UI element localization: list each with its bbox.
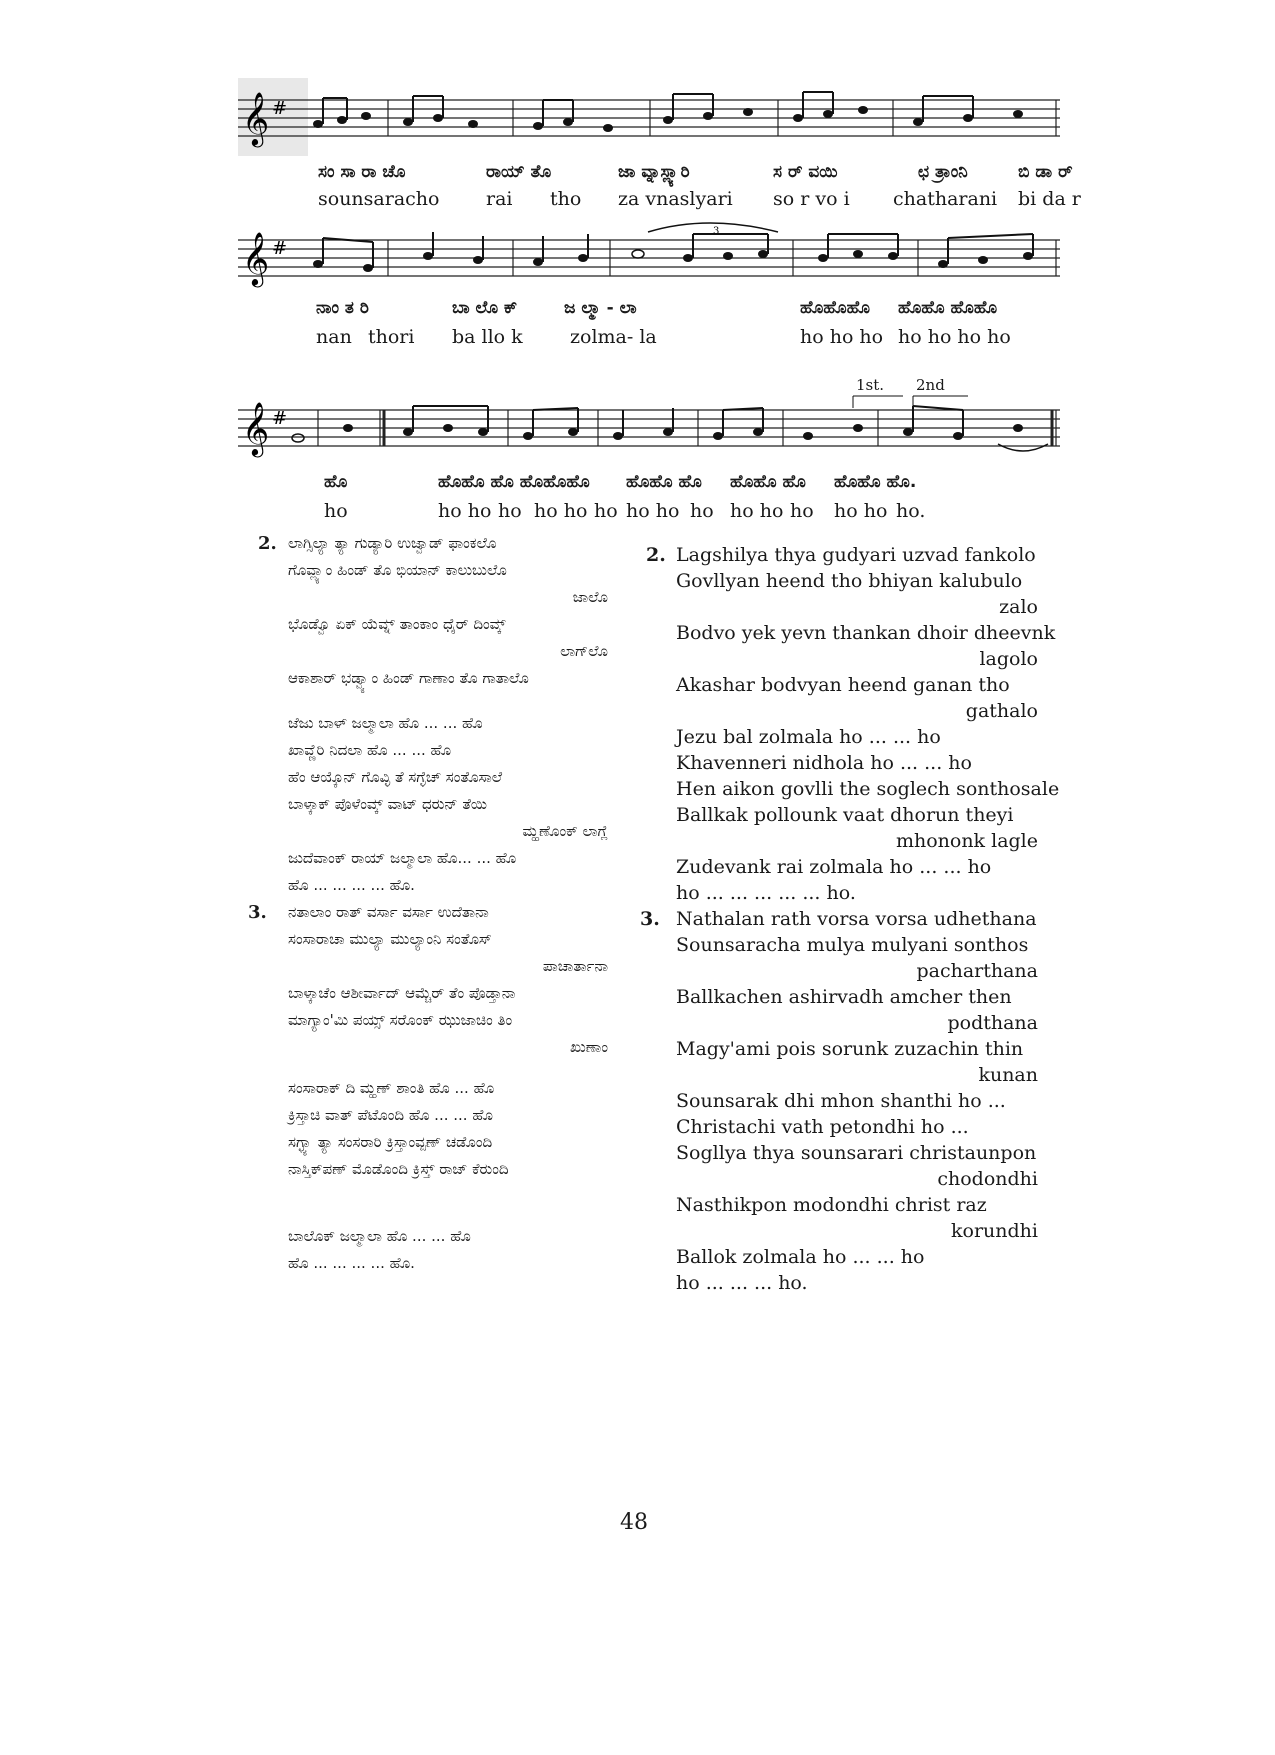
chorus-line: ನಾಸ್ತಿಕ್‌ಪಣ್ ಮೊಡೊಂದಿ ಕ್ರಿಸ್ತ್ ರಾಜ್ ಕೆರುಂದಿ	[288, 1160, 509, 1178]
lyric: chatharani	[893, 188, 998, 210]
final-chorus-line: ಹೊ ... ... ... ... ಹೊ.	[288, 1254, 415, 1272]
roman-verses-column	[640, 542, 1060, 1296]
lyric: ho	[790, 500, 814, 522]
staff-row-1	[238, 78, 1060, 156]
staff-notation-3	[238, 388, 1060, 466]
chorus-line: Ballkak pollounk vaat dhorun theyi	[676, 804, 1014, 826]
final-chorus-line: ho ... ... ... ho.	[676, 1272, 808, 1294]
lyric: ho	[594, 500, 618, 522]
lyric: ho	[690, 500, 714, 522]
lyric: ಹೊಹೊ ಹೊ.	[834, 472, 917, 492]
lyric: ho ho ho	[800, 326, 884, 348]
lyric: ಬಾ ಲೊ ಕ್	[452, 298, 518, 318]
lyric: ಜಾ ವ್ನಾಸ್ಲ್ಯಾರಿ	[618, 162, 690, 182]
lyric: nan	[316, 326, 352, 348]
lyric: ho ho	[438, 500, 492, 522]
lyric: ho ho	[534, 500, 588, 522]
verse-number-2: 2.	[258, 533, 277, 554]
verse-line: Govllyan heend tho bhiyan kalubulo	[676, 570, 1023, 592]
chorus-line: Sounsarak dhi mhon shanthi ho ...	[676, 1090, 1006, 1112]
chorus-line: ಜೆಜು ಬಾಳ್ ಜಲ್ಮಾಲಾ ಹೊ ... ... ಹೊ	[288, 714, 483, 732]
chorus-line: ಜುದೆವಾಂಕ್ ರಾಯ್ ಜಲ್ಮಾಲಾ ಹೊ... ... ಹೊ	[288, 849, 517, 867]
verse-line: ಜಾಲೊ	[572, 588, 608, 606]
music-system-3	[238, 376, 1060, 522]
lyric: ಬಿ ಡಾ ರ್	[1018, 162, 1073, 182]
verse-line: ಲಾಗ್‌ಲೊ	[560, 642, 608, 660]
lyric: ರಾಯ್ ತೊ	[486, 162, 552, 182]
chorus-line: Sogllya thya sounsarari christaunpon	[676, 1142, 1037, 1164]
verse-line: Ballkachen ashirvadh amcher then	[676, 986, 1012, 1008]
lyric: ಹೊಹೊ ಹೊ	[626, 472, 702, 492]
second-ending-marker: 2nd	[916, 376, 945, 394]
lyric: ಜ ಲ್ಮಾ - ಲಾ	[564, 298, 637, 318]
lyric: tho	[550, 188, 582, 210]
first-ending-marker: 1st.	[856, 376, 885, 394]
chorus-line: Khavenneri nidhola ho ... ... ho	[676, 752, 972, 774]
staff-row-3	[238, 388, 1060, 466]
chorus-line: ಮ್ಹಣೊಂಕ್ ಲಾಗ್ಲೆ	[522, 822, 608, 840]
lyric: sounsaracho	[318, 188, 440, 210]
lyric: ho ho	[626, 500, 680, 522]
lyric: ಹೊಹೊ ಹೊ	[730, 472, 806, 492]
kannada-verses-column	[248, 530, 608, 1277]
lyric: ಹೊಹೊಹೊ	[800, 298, 870, 318]
lyric: thori	[368, 326, 415, 348]
verse-line: Nathalan rath vorsa vorsa udhethana	[676, 908, 1037, 930]
lyric: ho	[324, 500, 348, 522]
final-chorus-line: ಬಾಲೊಕ್ ಜಲ್ಮಾಲಾ ಹೊ ... ... ಹೊ	[288, 1227, 471, 1245]
chorus-line: Jezu bal zolmala ho ... ... ho	[676, 726, 941, 748]
verse-line: ಬಾಳ್ಕಾಚೆಂ ಆಶೀರ್ವಾದ್ ಆಮ್ಚೆರ್ ತೆಂ ಪೊಡ್ತಾನಾ	[288, 984, 516, 1002]
music-system-1	[238, 78, 1081, 210]
lyric: ho ho ho ho	[898, 326, 1011, 348]
verse-line: ನತಾಲಾಂ ರಾತ್ ವರ್ಸಾ ವರ್ಸಾ ಉದೆತಾನಾ	[288, 903, 489, 921]
chorus-line: chodondhi	[937, 1168, 1038, 1190]
lyric: ಛ ತ್ರಾಂನಿ	[918, 162, 968, 182]
lyric: ನಾಂ ತ ರಿ	[316, 298, 369, 318]
lyric: ಹೊಹೊ ಹೊ ಹೊಹೊಹೊ	[438, 472, 590, 492]
lyric: ba llo k	[452, 326, 523, 348]
chorus-line: ಹೊ ... ... ... ... ಹೊ.	[288, 876, 415, 894]
chorus-line: Nasthikpon modondhi christ raz	[676, 1194, 987, 1216]
lyric: zolma- la	[570, 326, 657, 348]
chorus-line: ಖಾವ್ಣೆರಿ ನಿದಲಾ ಹೊ ... ... ಹೊ	[288, 741, 452, 759]
lyric: ಸಂ ಸಾ ರಾ ಚೊ	[318, 162, 406, 182]
lyric: so r vo i	[773, 188, 850, 210]
verse-line: Magy'ami pois sorunk zuzachin thin	[676, 1038, 1024, 1060]
lyric: ho	[498, 500, 522, 522]
verse-line: ಲಾಗ್ಸಿಲ್ಯಾ ತ್ಯಾ ಗುಡ್ಯಾರಿ ಉಜ್ವಾಡ್ ಫಾಂಕಲೊ	[288, 534, 497, 552]
verse-line: lagolo	[979, 648, 1038, 670]
music-system-2	[238, 218, 1060, 348]
staff-row-2	[238, 218, 1060, 296]
staff-notation-2	[238, 218, 1060, 296]
chorus-line: ಸಗ್ಳ್ಯಾ ತ್ಯಾ ಸಂಸರಾರಿ ಕ್ರಿಸ್ತಾಂವ್ಪಣ್ ಚಡೊಂದಿ	[288, 1133, 493, 1151]
verse-line: pacharthana	[916, 960, 1038, 982]
verse-line: ಆಕಾಶಾರ್ ಭಡ್ವ್ಯಾಂ ಹಿಂಡ್ ಗಾಣಾಂ ತೊ ಗಾತಾಲೊ	[288, 669, 529, 687]
verse-line: ಗೊವ್ಲ್ಯಾಂ ಹಿಂಡ್ ತೊ ಭಿಯಾನ್ ಕಾಲುಬುಲೊ	[288, 561, 507, 579]
svg-text:𝄞: 𝄞	[242, 91, 270, 145]
lyric: ho ho	[730, 500, 784, 522]
verse-line: Akashar bodvyan heend ganan tho	[676, 674, 1010, 696]
verse-line: Sounsaracha mulya mulyani sonthos	[676, 934, 1029, 956]
svg-text:𝄞: 𝄞	[242, 401, 270, 455]
verse-line: Lagshilya thya gudyari uzvad fankolo	[676, 544, 1036, 566]
svg-text:#: #	[272, 98, 288, 119]
staff-notation-1	[238, 78, 1060, 156]
chorus-line: korundhi	[951, 1220, 1038, 1242]
lyric: ಹೊ	[324, 472, 348, 492]
svg-text:𝄞: 𝄞	[242, 231, 270, 285]
verse-line: ಮಾಗ್ಯಾಂ'ಮಿ ಪಯ್ಸ್ ಸರೊಂಕ್ ಝುಜಾಚಿಂ ತಿಂ	[288, 1011, 513, 1029]
chorus-line: Christachi vath petondhi ho ...	[676, 1116, 969, 1138]
svg-text:#: #	[272, 238, 288, 259]
verse-line: podthana	[947, 1012, 1038, 1034]
lyric: ho ho	[834, 500, 888, 522]
page-number: 48	[620, 1510, 648, 1535]
verse-line: ಸಂಸಾರಾಚಾ ಮುಲ್ಯಾ ಮುಲ್ಯಾಂನಿ ಸಂತೊಸ್	[288, 930, 492, 948]
lyric: rai	[486, 188, 513, 210]
chorus-line: ಕ್ರಿಸ್ತಾಚಿ ವಾತ್ ಪೆಟೊಂದಿ ಹೊ ... ... ಹೊ	[288, 1106, 493, 1124]
verse-number-3: 3.	[248, 902, 267, 923]
svg-text:#: #	[272, 408, 288, 429]
chorus-line: ಹೆಂ ಆಯ್ಕೊನ್ ಗೊವ್ಳಿ ತೆ ಸಗ್ಳೆಚ್ ಸಂತೊಸಾಲೆ	[288, 768, 503, 786]
lyric: bi da r	[1018, 188, 1081, 210]
chorus-line: Zudevank rai zolmala ho ... ... ho	[676, 856, 992, 878]
verse-line: kunan	[978, 1064, 1038, 1086]
chorus-line: ho ... ... ... ... ... ho.	[676, 882, 856, 904]
verse-line: ಖುಣಾಂ	[570, 1038, 608, 1056]
lyric: ho.	[896, 500, 926, 522]
lyric: za vnaslyari	[618, 188, 733, 210]
verse-line: ಪಾಚಾರ್ತಾನಾ	[542, 957, 608, 975]
verse-line: zalo	[999, 596, 1038, 618]
lyric: ಸ ರ್ ವಯಿ	[773, 162, 838, 182]
verse-line: gathalo	[965, 700, 1038, 722]
verse-line: Bodvo yek yevn thankan dhoir dheevnk	[676, 622, 1056, 644]
chorus-line: ಸಂಸಾರಾಕ್ ದಿ ಮ್ಹಣ್ ಶಾಂತಿ ಹೊ ... ಹೊ	[288, 1079, 495, 1097]
chorus-line: mhononk lagle	[895, 830, 1038, 852]
chorus-line: Hen aikon govlli the soglech sonthosale	[676, 778, 1060, 800]
final-chorus-line: Ballok zolmala ho ... ... ho	[676, 1246, 925, 1268]
verse-line: ಭೊಡ್ವೊ ಏಕ್ ಯೆವ್ನ್ ತಾಂಕಾಂ ಧೈರ್ ದಿಂವ್ಕ್	[288, 615, 506, 633]
lyric: ಹೊಹೊ ಹೊಹೊ	[898, 298, 998, 318]
verse-number-3: 3.	[640, 908, 660, 930]
chorus-line: ಬಾಳ್ಕಾಕ್ ಪೊಳೆಂವ್ಕ್ ವಾಟ್ ಧರುನ್ ತೆಯಿ	[288, 795, 488, 813]
svg-text:3: 3	[713, 226, 720, 237]
verse-number-2: 2.	[646, 544, 666, 566]
